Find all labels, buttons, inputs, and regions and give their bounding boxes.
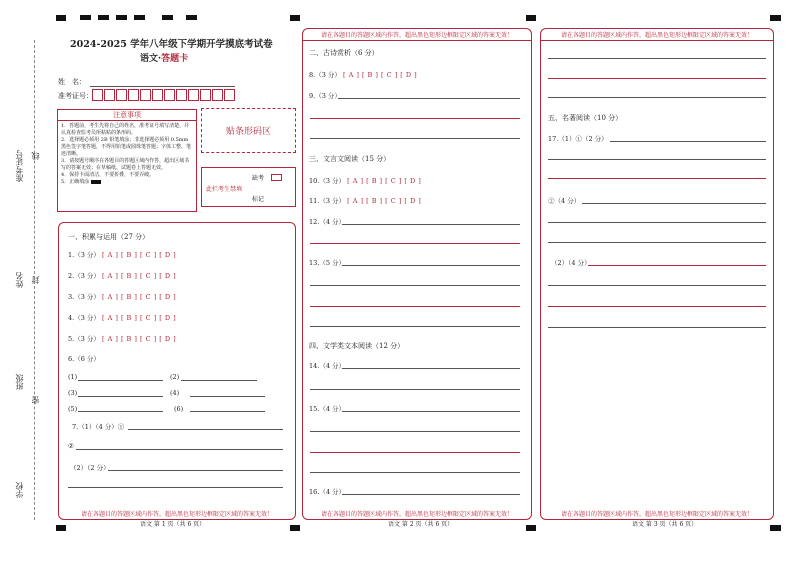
q6-line-2[interactable] bbox=[181, 380, 257, 381]
q16-line-1[interactable] bbox=[342, 494, 520, 495]
q17-2-line-3[interactable] bbox=[548, 242, 766, 243]
q13: 13.（5 分） bbox=[309, 259, 346, 267]
q17-3: （2）（4 分） bbox=[551, 259, 591, 267]
q6-blank-5: (5) bbox=[68, 405, 78, 413]
exam-subtitle bbox=[140, 51, 188, 64]
q6-line-1[interactable] bbox=[78, 380, 163, 381]
q8: 8.（3 分） [ A ] [ B ] [ C ] [ D ] bbox=[309, 71, 418, 79]
q6-blank-2: (2) bbox=[170, 373, 180, 381]
q5-options[interactable]: [ A ] [ B ] [ C ] [ D ] bbox=[101, 335, 177, 343]
q17-1-line-2[interactable] bbox=[548, 159, 766, 160]
q4: 4.（3 分） [ A ] [ B ] [ C ] [ D ] bbox=[68, 314, 177, 322]
page-3-footer: 语文 第 3 页（共 6 页） bbox=[632, 521, 698, 528]
q6-blank-4: (4) bbox=[170, 389, 180, 397]
timing-mark bbox=[162, 15, 173, 20]
notice-box bbox=[57, 109, 197, 212]
q15-line-3[interactable] bbox=[310, 452, 520, 453]
q4-options[interactable]: [ A ] [ B ] [ C ] [ D ] bbox=[101, 314, 177, 322]
absent-checkbox[interactable] bbox=[271, 174, 282, 181]
q7-1-line[interactable] bbox=[128, 429, 283, 430]
timing-mark bbox=[116, 15, 127, 20]
panel-3-warning-top: 请在各题目的答题区域内作答，超出黑色矩形边框限定区域的答案无效！ bbox=[560, 32, 753, 39]
q11-options[interactable]: [ A ] [ B ] [ C ] [ D ] bbox=[347, 197, 422, 205]
q17-3-line-4[interactable] bbox=[548, 327, 766, 328]
panel-1-warning: 请在各题目的答题区域内作答，超出黑色矩形边框限定区域的答案无效！ bbox=[80, 511, 273, 518]
notice-title: 注意事项 bbox=[58, 110, 196, 121]
q14-line-2[interactable] bbox=[310, 389, 520, 390]
q3-options[interactable]: [ A ] [ B ] [ C ] [ D ] bbox=[101, 293, 177, 301]
notice-item: 5．正确填涂 bbox=[61, 179, 193, 186]
q7-3-line-1[interactable] bbox=[108, 470, 283, 471]
barcode-area bbox=[201, 108, 296, 153]
answer-panel-1 bbox=[58, 222, 296, 520]
q17-2: ②（4 分） bbox=[548, 197, 581, 205]
timing-mark bbox=[290, 525, 300, 531]
id-field[interactable] bbox=[92, 89, 236, 101]
q6: 6.（6 分） bbox=[68, 355, 100, 363]
q17-3-line-2[interactable] bbox=[548, 285, 766, 286]
notice-item: 2．选择题必须用 2B 铅笔填涂；非选择题必须用 0.5mm 黑色签字笔答题，不得用铅笔或圆珠笔答题；字体工整、笔迹清晰。 bbox=[61, 137, 192, 157]
q17-1: 17.（1）①（2 分） bbox=[548, 135, 608, 143]
notice-item: 1．答题前，考生先将自己的姓名，准考证号填写清楚，并认真检查监考员所粘贴的条形码。 bbox=[61, 123, 190, 136]
subtitle-dot: · bbox=[158, 54, 162, 64]
q3: 3.（3 分） [ A ] [ B ] [ C ] [ D ] bbox=[68, 293, 177, 301]
panel-2-warning-top: 请在各题目的答题区域内作答，超出黑色矩形边框限定区域的答案无效！ bbox=[320, 32, 513, 39]
exam-title: 2024-2025 学年八年级下学期开学摸底考试卷 bbox=[70, 39, 273, 50]
answer-card-label: 答题卡 bbox=[161, 54, 189, 64]
q13-line-3[interactable] bbox=[310, 306, 520, 307]
q7-2: ② bbox=[68, 442, 74, 450]
q17-1-line-3[interactable] bbox=[548, 178, 766, 179]
q16: 16.（4 分） bbox=[309, 488, 346, 496]
timing-mark bbox=[526, 525, 536, 531]
p3-cont-line-1[interactable] bbox=[548, 58, 766, 59]
answer-panel-2 bbox=[302, 28, 532, 520]
q7-1: 7.（1）（4 分）① bbox=[72, 423, 125, 431]
absent-box bbox=[201, 167, 296, 207]
q6-blank-3: (3) bbox=[68, 389, 78, 397]
id-label: 准考证号： bbox=[58, 92, 93, 100]
q13-line-1[interactable] bbox=[342, 265, 520, 266]
name-label: 姓 名： bbox=[58, 78, 86, 86]
side-label-id: 准考证号 bbox=[15, 150, 24, 182]
section-3-title: 三、文言文阅读（15 分） bbox=[309, 155, 391, 163]
q7-3-line-2[interactable] bbox=[68, 487, 283, 488]
q12-line-1[interactable] bbox=[342, 224, 520, 225]
panel-2-warning-bottom: 请在各题目的答题区域内作答，超出黑色矩形边框限定区域的答案无效！ bbox=[320, 511, 513, 518]
timing-mark bbox=[56, 15, 66, 21]
notice-item: 4．保持卡面清洁，不要折叠，不要弄破。 bbox=[61, 172, 155, 178]
side-label-line: 线 bbox=[31, 152, 40, 160]
p3-cont-line-3[interactable] bbox=[548, 97, 766, 98]
panel-3-header-line bbox=[540, 40, 774, 41]
q6-line-5[interactable] bbox=[78, 411, 163, 412]
timing-mark bbox=[770, 525, 781, 531]
q15-line-4[interactable] bbox=[310, 472, 520, 473]
q11: 11.（3 分） [ A ] [ B ] [ C ] [ D ] bbox=[309, 197, 422, 205]
timing-mark bbox=[134, 15, 145, 20]
q10: 10.（3 分） [ A ] [ B ] [ C ] [ D ] bbox=[309, 177, 422, 185]
q12-line-2[interactable] bbox=[310, 243, 520, 244]
q15-line-1[interactable] bbox=[342, 411, 520, 412]
q9-line-3[interactable] bbox=[310, 138, 520, 139]
q12: 12.（4 分） bbox=[309, 218, 346, 226]
p3-cont-line-2[interactable] bbox=[548, 78, 766, 79]
q17-2-line-1[interactable] bbox=[582, 203, 766, 204]
timing-mark bbox=[56, 525, 66, 531]
timing-mark bbox=[290, 15, 300, 21]
name-field[interactable] bbox=[90, 86, 235, 87]
barcode-label: 贴条形码区 bbox=[225, 127, 271, 137]
q6-blank-6: (6) bbox=[174, 405, 184, 413]
timing-mark bbox=[98, 15, 109, 20]
q6-line-6[interactable] bbox=[190, 411, 265, 412]
timing-mark bbox=[186, 15, 197, 20]
q9: 9.（3 分） bbox=[309, 92, 341, 100]
timing-mark bbox=[770, 15, 781, 21]
panel-2-header-line bbox=[302, 40, 532, 41]
section-5-title: 五、名著阅读（10 分） bbox=[548, 114, 623, 122]
q13-line-4[interactable] bbox=[310, 326, 520, 327]
q17-2-line-2[interactable] bbox=[548, 222, 766, 223]
q17-3-line-1[interactable] bbox=[588, 265, 766, 266]
q5: 5.（3 分） [ A ] [ B ] [ C ] [ D ] bbox=[68, 335, 177, 343]
q7-3: （2）（2 分） bbox=[70, 464, 110, 472]
q14: 14.（4 分） bbox=[309, 362, 346, 370]
side-label-seal: 封 bbox=[31, 276, 40, 284]
timing-mark bbox=[80, 15, 91, 20]
panel-3-warning-bottom: 请在各题目的答题区域内作答，超出黑色矩形边框限定区域的答案无效！ bbox=[560, 511, 753, 518]
q1-options[interactable]: [ A ] [ B ] [ C ] [ D ] bbox=[101, 251, 177, 259]
q17-3-line-3[interactable] bbox=[548, 306, 766, 307]
side-label-class: 班级 bbox=[15, 374, 24, 390]
q15: 15.（4 分） bbox=[309, 405, 346, 413]
notice-item: 3．请按题号顺序在各题目的答题区域内作答，超出区域书写的答案无效；在草稿纸、试题卷上答题无效。 bbox=[61, 158, 190, 171]
subject-label: 语文 bbox=[140, 54, 159, 64]
q1: 1.（3 分） [ A ] [ B ] [ C ] [ D ] bbox=[68, 251, 177, 259]
section-1-title: 一、积累与运用（27 分） bbox=[68, 233, 150, 241]
q2: 2.（3 分） [ A ] [ B ] [ C ] [ D ] bbox=[68, 272, 177, 280]
q6-blank-1: (1) bbox=[68, 373, 78, 381]
side-label-secret: 密 bbox=[31, 396, 40, 404]
q6-line-3[interactable] bbox=[78, 396, 163, 397]
q6-line-4[interactable] bbox=[190, 396, 265, 397]
page-1-footer: 语文 第 1 页（共 6 页） bbox=[140, 521, 206, 528]
q15-line-2[interactable] bbox=[310, 431, 520, 432]
q7-2-line[interactable] bbox=[76, 449, 283, 450]
q13-line-2[interactable] bbox=[310, 285, 520, 286]
answer-panel-3 bbox=[540, 28, 774, 520]
section-2-title: 二、古诗赏析（6 分） bbox=[309, 49, 379, 57]
side-label-school: 学校 bbox=[15, 482, 24, 498]
q8-options[interactable]: [ A ] [ B ] [ C ] [ D ] bbox=[342, 71, 418, 79]
page-2-footer: 语文 第 2 页（共 6 页） bbox=[388, 521, 454, 528]
absent-label: 缺考 bbox=[252, 175, 265, 182]
section-4-title: 四、文学类文本阅读（12 分） bbox=[309, 342, 405, 350]
mark-label: 标记 bbox=[252, 196, 265, 203]
q9-line-2[interactable] bbox=[310, 118, 520, 119]
q14-line-1[interactable] bbox=[342, 368, 520, 369]
q9-line-1[interactable] bbox=[338, 98, 520, 99]
q10-options[interactable]: [ A ] [ B ] [ C ] [ D ] bbox=[347, 177, 422, 185]
q17-1-line-1[interactable] bbox=[610, 141, 766, 142]
forbid-label: 此栏考生禁填 bbox=[206, 186, 243, 193]
side-label-name: 姓名 bbox=[15, 272, 24, 288]
q2-options[interactable]: [ A ] [ B ] [ C ] [ D ] bbox=[101, 272, 177, 280]
timing-mark bbox=[526, 15, 536, 21]
